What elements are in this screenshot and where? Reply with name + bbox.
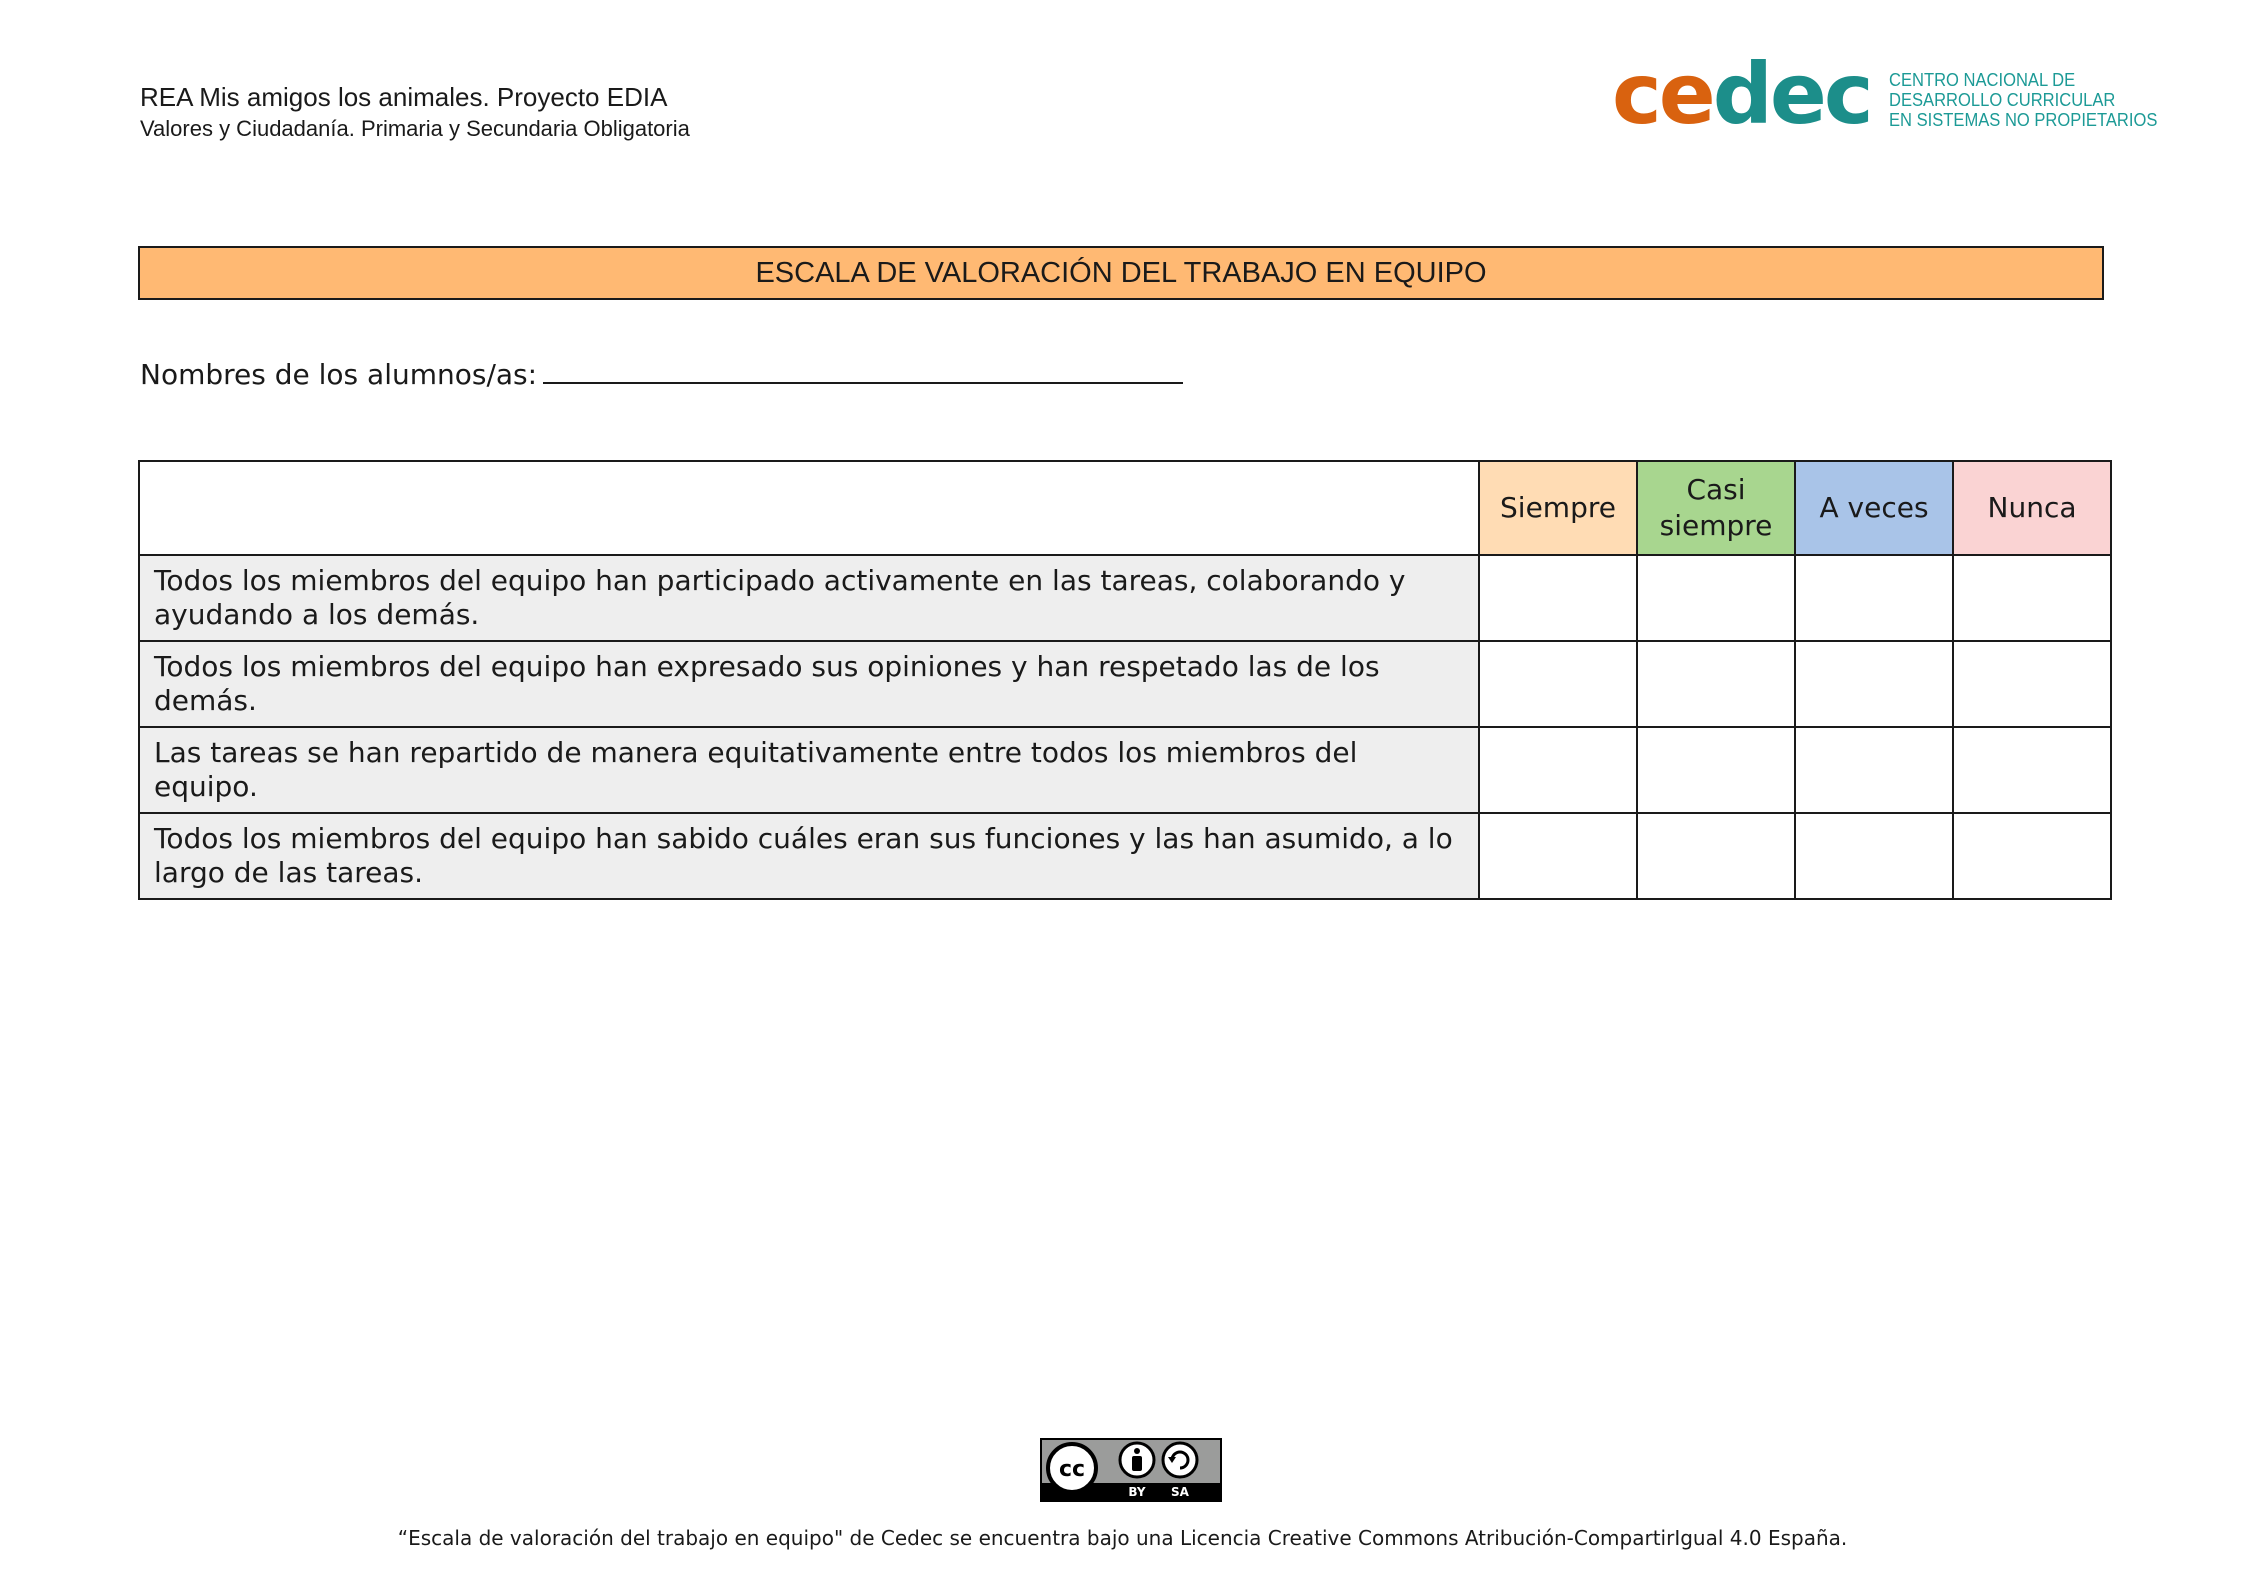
rating-scale-table	[138, 460, 2112, 900]
header-subtitle: Valores y Ciudadanía. Primaria y Secundaria Obligatoria	[140, 116, 690, 141]
table-row	[139, 555, 2111, 641]
header-option-casi-siempre: Casi siempre	[1637, 461, 1795, 555]
rating-cell-casi-siempre[interactable]	[1637, 727, 1795, 813]
cc-by-sa-badge-graphic	[1040, 1438, 1222, 1502]
rating-cell-a-veces[interactable]	[1795, 813, 1953, 899]
header-title: REA Mis amigos los animales. Proyecto EDIA	[140, 82, 668, 112]
document-header	[140, 80, 690, 144]
criterion-text: Todos los miembros del equipo han sabido cuáles eran sus funciones y las han asumido, a lo largo de las tareas.	[139, 813, 1479, 899]
rating-cell-a-veces[interactable]	[1795, 727, 1953, 813]
logo-tagline	[1889, 70, 2157, 130]
table-row	[139, 727, 2111, 813]
rating-cell-a-veces[interactable]	[1795, 641, 1953, 727]
logo-word-part1: ce	[1612, 45, 1713, 143]
rating-cell-casi-siempre[interactable]	[1637, 555, 1795, 641]
logo-tagline-line: DESARROLLO CURRICULAR	[1888, 90, 2116, 110]
header-option-nunca: Nunca	[1953, 461, 2111, 555]
student-names-blank-line[interactable]	[543, 352, 1183, 384]
rating-cell-a-veces[interactable]	[1795, 555, 1953, 641]
document-title: ESCALA DE VALORACIÓN DEL TRABAJO EN EQUIPO	[755, 256, 1487, 289]
student-names-field	[140, 352, 1183, 391]
rating-cell-nunca[interactable]	[1953, 555, 2111, 641]
student-names-label: Nombres de los alumnos/as:	[140, 358, 538, 391]
rating-cell-siempre[interactable]	[1479, 555, 1637, 641]
rating-cell-siempre[interactable]	[1479, 641, 1637, 727]
rating-cell-nunca[interactable]	[1953, 641, 2111, 727]
table-row	[139, 641, 2111, 727]
logo-wordmark	[1612, 45, 1871, 143]
logo-word-part2: dec	[1712, 45, 1871, 143]
table-row	[139, 813, 2111, 899]
attribution-icon	[1120, 1443, 1154, 1477]
cc-icon-text: cc	[1058, 1457, 1086, 1482]
rating-cell-siempre[interactable]	[1479, 813, 1637, 899]
cedec-logo	[1612, 45, 2180, 143]
rating-cell-casi-siempre[interactable]	[1637, 641, 1795, 727]
cc-by-sa-badge[interactable]	[1040, 1438, 1222, 1502]
rating-cell-siempre[interactable]	[1479, 727, 1637, 813]
criterion-text: Todos los miembros del equipo han expresado sus opiniones y han respetado las de los demás.	[139, 641, 1479, 727]
header-blank-cell	[139, 461, 1479, 555]
table-header-row	[139, 461, 2111, 555]
rating-cell-nunca[interactable]	[1953, 727, 2111, 813]
header-option-a-veces: A veces	[1795, 461, 1953, 555]
sa-label: SA	[1171, 1485, 1189, 1499]
logo-tagline-line: CENTRO NACIONAL DE	[1888, 70, 2075, 90]
logo-tagline-line: EN SISTEMAS NO PROPIETARIOS	[1888, 110, 2158, 130]
document-title-bar	[138, 246, 2104, 300]
header-option-siempre: Siempre	[1479, 461, 1637, 555]
criterion-text: Todos los miembros del equipo han participado activamente en las tareas, colaborando y ayudando a los demás.	[139, 555, 1479, 641]
rating-cell-casi-siempre[interactable]	[1637, 813, 1795, 899]
creative-commons-icon	[1048, 1444, 1096, 1492]
criterion-text: Las tareas se han repartido de manera equitativamente entre todos los miembros del equipo.	[139, 727, 1479, 813]
by-label: BY	[1128, 1485, 1146, 1499]
rating-cell-nunca[interactable]	[1953, 813, 2111, 899]
share-alike-icon	[1163, 1443, 1197, 1477]
license-text: “Escala de valoración del trabajo en equipo" de Cedec se encuentra bajo una Licencia Creative Commons Atribución-CompartirIgual 4.0 España.	[397, 1526, 1848, 1550]
